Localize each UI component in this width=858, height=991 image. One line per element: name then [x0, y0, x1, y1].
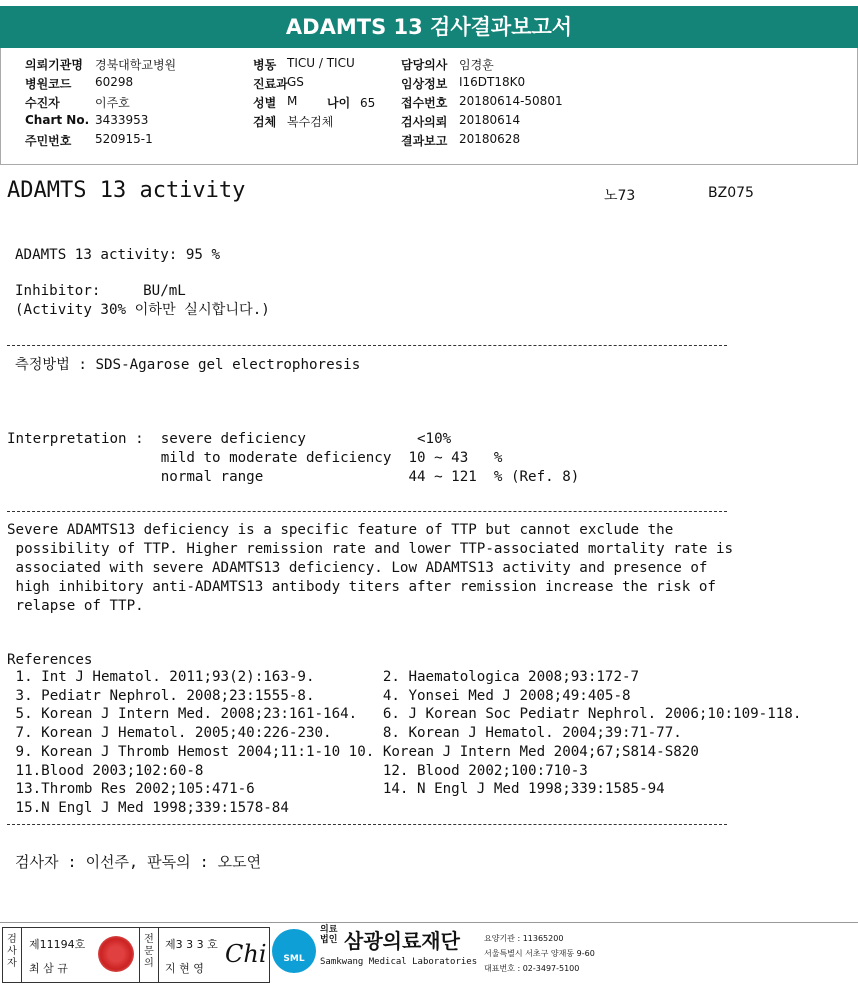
comment-line: high inhibitory anti-ADAMTS13 antibody titers after remission increase the risk of [7, 579, 716, 595]
test-title: ADAMTS 13 activity [7, 178, 246, 203]
col1-value-0: 경북대학교병원 [95, 58, 177, 72]
col2-label-0: 병동 [253, 58, 277, 72]
age-field [327, 94, 375, 111]
interpretation-line: mild to moderate deficiency 10 ~ 43 % [7, 450, 503, 466]
official-seal-icon [98, 936, 134, 972]
org-prefix: 의료법인 [320, 925, 338, 945]
divider [7, 345, 727, 346]
sml-logo-icon: SML [272, 929, 316, 973]
col2-value-1: GS [287, 75, 304, 89]
reference-line: 1. Int J Hematol. 2011;93(2):163-9. 2. Haematologica 2008;93:172-7 [7, 669, 640, 685]
col3-value-0: 임경훈 [459, 58, 494, 72]
col1-value-2: 이주호 [95, 96, 130, 110]
col2-label-2: 성별 [253, 96, 277, 110]
divider [7, 511, 727, 512]
activity-result: ADAMTS 13 activity: 95 % [15, 247, 220, 263]
reference-line: 11.Blood 2003;102:60-8 12. Blood 2002;100:710-3 [7, 762, 588, 779]
license-1: 제11194호 [29, 938, 86, 951]
org-english-name: Samkwang Medical Laboratories [320, 957, 478, 967]
col1-label-2: 수진자 [25, 96, 60, 110]
col3-value-3: 20180614 [459, 113, 521, 127]
col3-label-0: 담당의사 [401, 58, 448, 72]
col3-label-2: 접수번호 [401, 96, 448, 110]
reference-line: 15.N Engl J Med 1998;339:1578-84 [7, 799, 289, 816]
col3-value-2: 20180614-50801 [459, 94, 563, 108]
col2-value-2: M [287, 94, 298, 108]
references-title: References [7, 652, 93, 668]
divider [7, 824, 727, 825]
tester-vertical-label: 검사자 [7, 934, 17, 969]
patient-info-header [0, 48, 858, 165]
interpretation-line: Interpretation : severe deficiency <10% [7, 431, 452, 447]
org-info [484, 931, 595, 976]
reference-line: 13.Thromb Res 2002;105:471-6 14. N Engl J Med 1998;339:1585-94 [7, 781, 665, 798]
report-footer [0, 922, 858, 991]
test-code-2: BZ075 [708, 185, 754, 201]
col2-label-3: 검체 [253, 115, 277, 129]
signature-box [2, 927, 270, 983]
inhibitor-result: Inhibitor: BU/mL [15, 283, 186, 299]
org-name-block [320, 925, 460, 954]
report-banner-title: ADAMTS 13 검사결과보고서 [0, 6, 858, 48]
org-info-address: 서울특별시 서초구 양재동 9-60 [484, 949, 595, 958]
reference-line: 3. Pediatr Nephrol. 2008;23:1555-8. 4. Yonsei Med J 2008;49:405-8 [7, 687, 631, 704]
reference-line: 5. Korean J Intern Med. 2008;23:161-164. 6. J Korean Soc Pediatr Nephrol. 2006;10:109-118. [7, 706, 802, 723]
inhibitor-note: (Activity 30% 이하만 실시합니다.) [15, 302, 270, 318]
col3-value-4: 20180628 [459, 132, 521, 146]
col1-label-1: 병원코드 [25, 77, 72, 91]
col3-label-4: 결과보고 [401, 134, 448, 148]
age-value: 65 [360, 96, 376, 110]
col2-label-1: 진료과 [253, 77, 288, 91]
reference-line: 9. Korean J Thromb Hemost 2004;11:1-10 10. Korean J Intern Med 2004;67;S814-S820 [7, 743, 699, 760]
age-label: 나이 [327, 96, 351, 110]
test-code-1: 노73 [604, 188, 636, 204]
reference-line: 7. Korean J Hematol. 2005;40:226-230. 8. Korean J Hematol. 2004;39:71-77. [7, 725, 682, 742]
signature: Chi [225, 940, 267, 968]
comment-line: Severe ADAMTS13 deficiency is a specific feature of TTP but cannot exclude the [7, 522, 674, 538]
col2-value-3: 복수검체 [287, 115, 334, 129]
name-2: 지 현 영 [165, 962, 204, 975]
org-info-code: 요양기관 : 11365200 [484, 934, 564, 943]
name-1: 최 삼 규 [29, 962, 68, 975]
col2-value-0: TICU / TICU [287, 56, 355, 70]
col1-label-4: 주민번호 [25, 134, 72, 148]
col3-value-1: I16DT18K0 [459, 75, 526, 89]
col1-value-3: 3433953 [95, 113, 149, 127]
comment-line: relapse of TTP. [7, 598, 144, 614]
col3-label-3: 검사의뢰 [401, 115, 448, 129]
comment-line: associated with severe ADAMTS13 deficiency. Low ADAMTS13 activity and presence of [7, 560, 708, 576]
col1-value-1: 60298 [95, 75, 134, 89]
org-name: 삼광의료재단 [344, 929, 460, 953]
comment-line: possibility of TTP. Higher remission rate and lower TTP-associated mortality rate is [7, 541, 734, 557]
tester-line: 검사자 : 이선주, 판독의 : 오도연 [15, 853, 262, 871]
col3-label-1: 임상정보 [401, 77, 448, 91]
license-2: 제3 3 3 호 [165, 938, 218, 951]
interpretation-line: normal range 44 ~ 121 % (Ref. 8) [7, 469, 580, 485]
col1-value-4: 520915-1 [95, 132, 153, 146]
specialist-vertical-label: 전문의 [144, 934, 154, 969]
col1-label-3: Chart No. [25, 113, 90, 127]
col1-label-0: 의뢰기관명 [25, 58, 83, 72]
method: 측정방법 : SDS-Agarose gel electrophoresis [15, 357, 361, 373]
org-info-phone: 대표번호 : 02-3497-5100 [484, 964, 580, 973]
